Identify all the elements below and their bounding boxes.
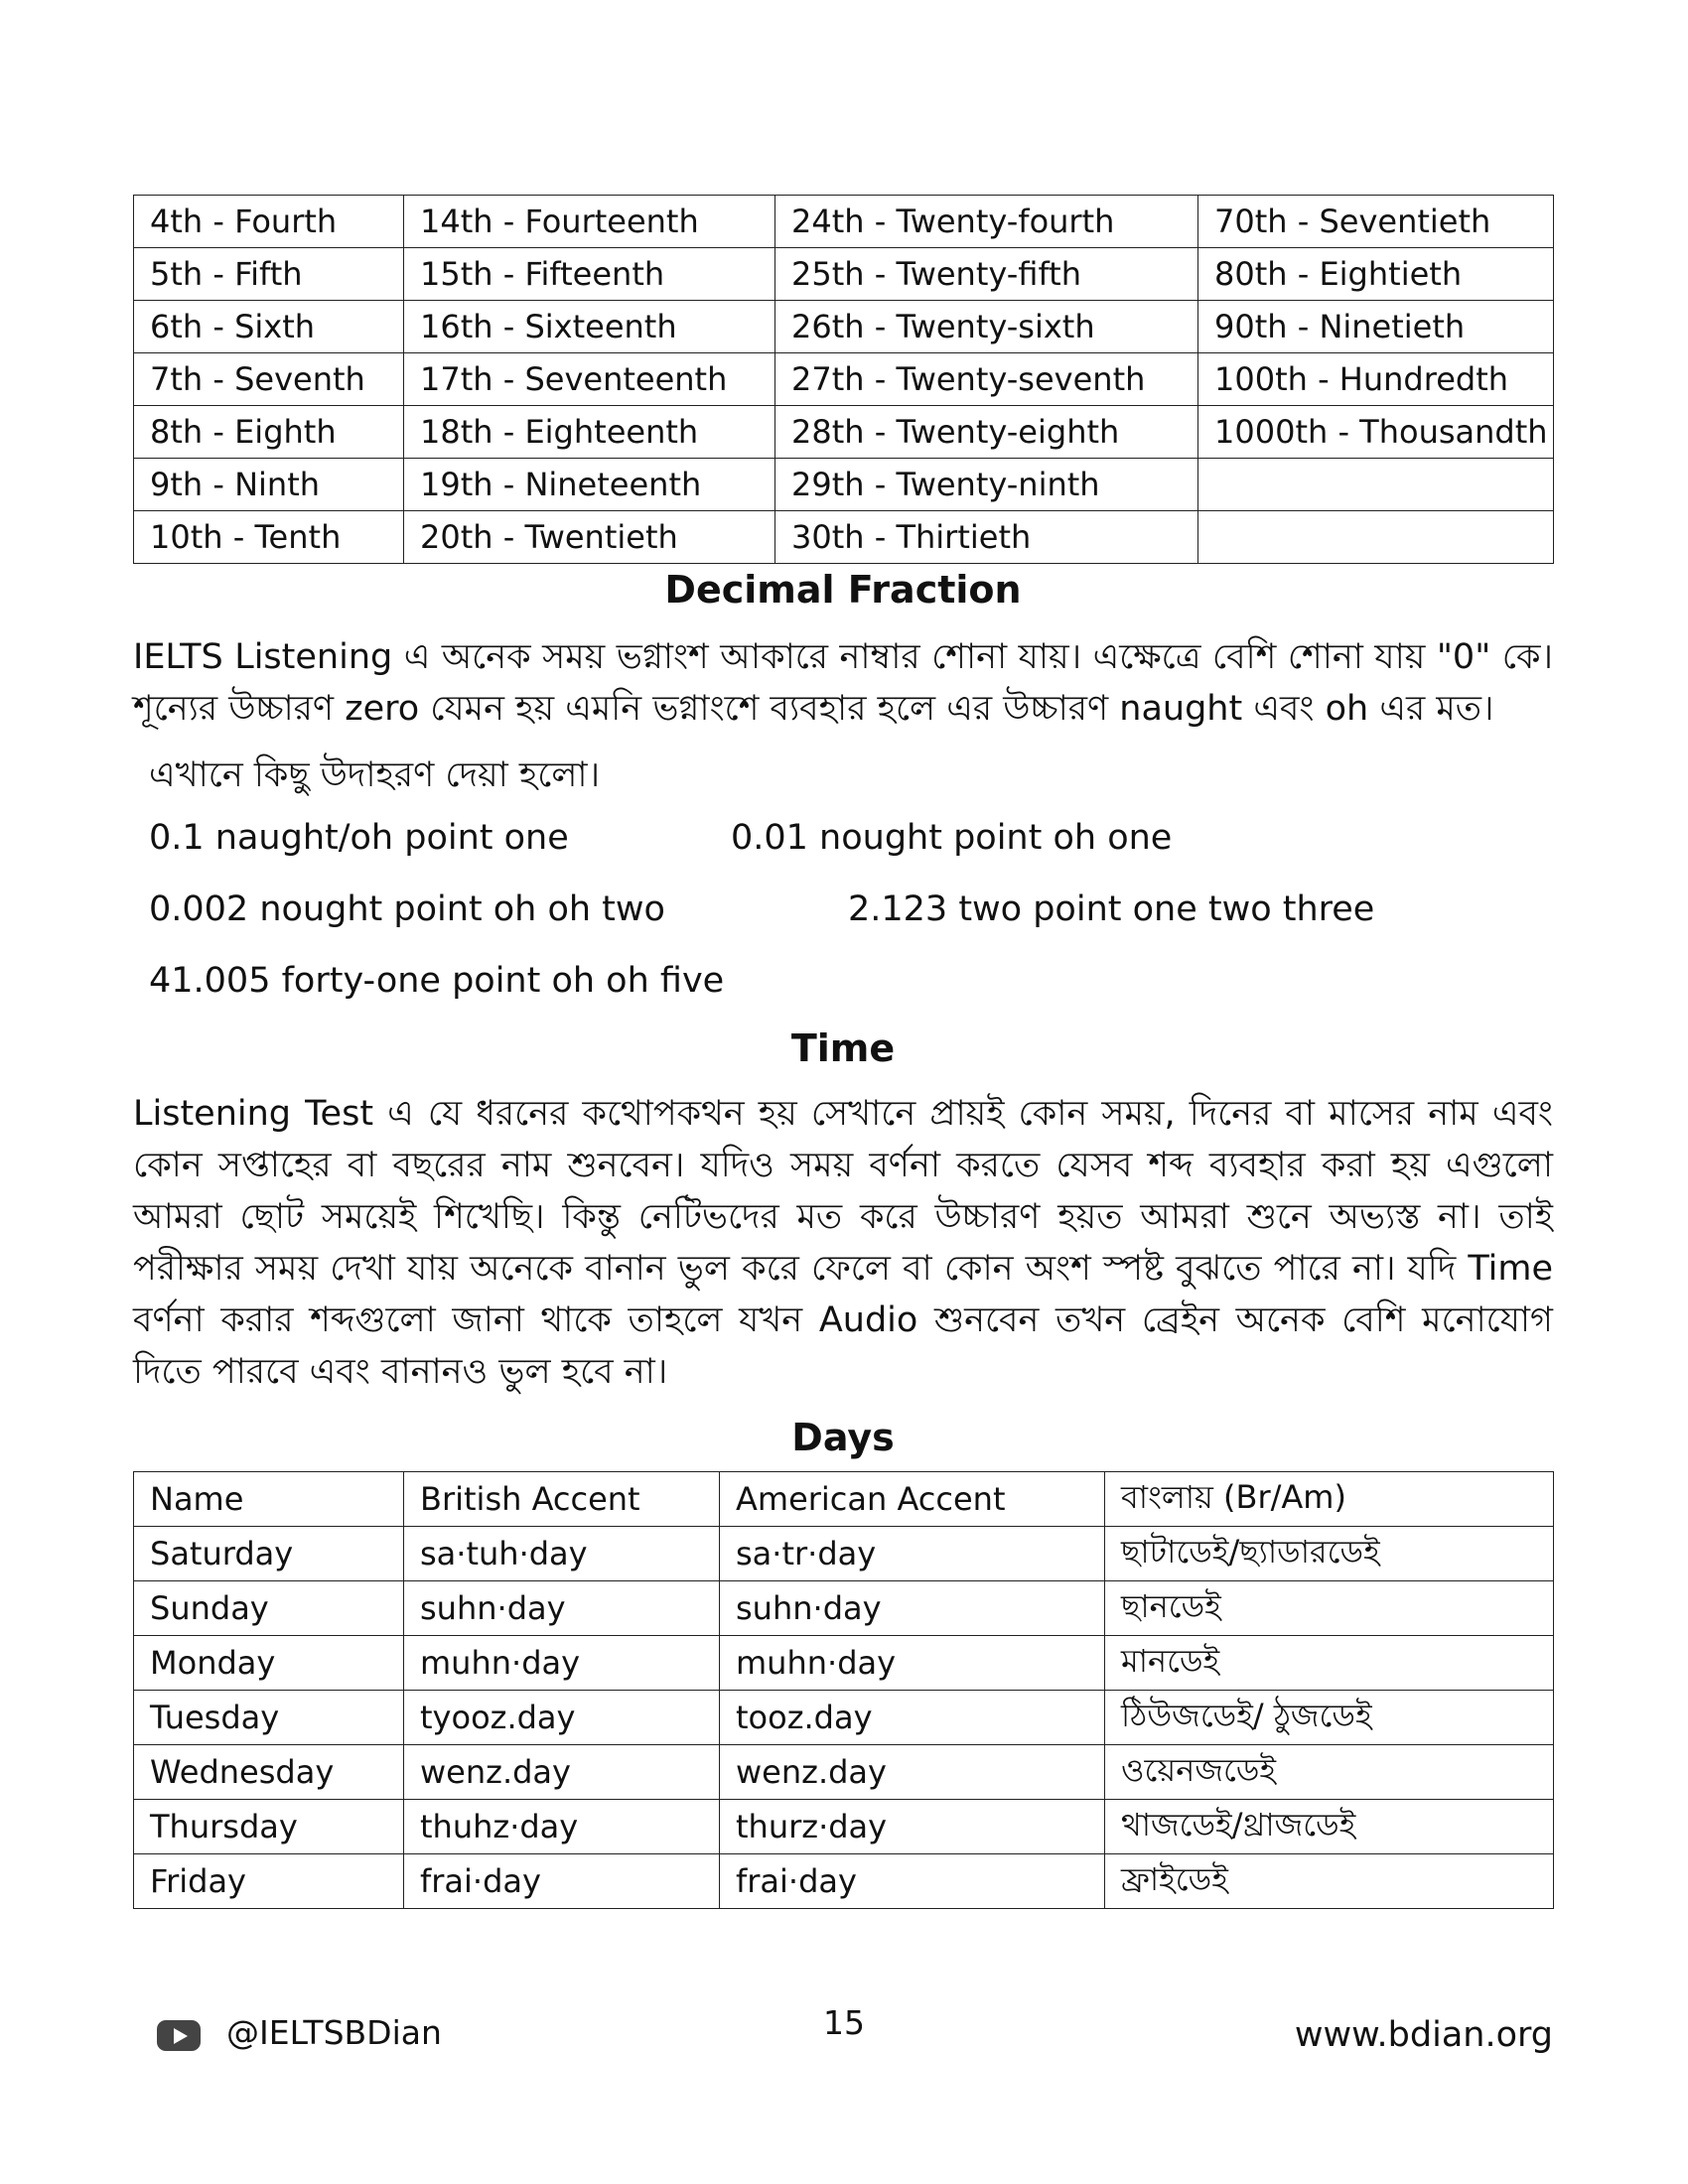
- table-cell: 25th - Twenty-fifth: [775, 248, 1198, 301]
- table-cell: 24th - Twenty-fourth: [775, 196, 1198, 248]
- table-row: [134, 406, 1554, 459]
- days-table: [133, 1471, 1554, 1909]
- table-row: [134, 301, 1554, 353]
- table-cell: Friday: [134, 1854, 404, 1909]
- table-cell: suhn·day: [720, 1581, 1105, 1636]
- table-cell: ফ্রাইডেই: [1105, 1854, 1554, 1909]
- table-cell: 70th - Seventieth: [1198, 196, 1554, 248]
- decimal-examples: [133, 749, 1553, 1017]
- table-cell: 30th - Thirtieth: [775, 511, 1198, 564]
- table-cell: muhn·day: [404, 1636, 720, 1691]
- examples-intro: এখানে কিছু উদাহরণ দেয়া হলো।: [149, 755, 601, 795]
- table-cell: sa·tr·day: [720, 1527, 1105, 1581]
- table-cell: 20th - Twentieth: [404, 511, 775, 564]
- table-cell: tyooz.day: [404, 1691, 720, 1745]
- table-cell: 14th - Fourteenth: [404, 196, 775, 248]
- table-cell: 4th - Fourth: [134, 196, 404, 248]
- table-cell: 80th - Eightieth: [1198, 248, 1554, 301]
- table-cell: 100th - Hundredth: [1198, 353, 1554, 406]
- table-row: [134, 1691, 1554, 1745]
- table-cell: 28th - Twenty-eighth: [775, 406, 1198, 459]
- table-cell: ছানডেই: [1105, 1581, 1554, 1636]
- table-cell: 26th - Twenty-sixth: [775, 301, 1198, 353]
- table-cell: [1198, 511, 1554, 564]
- table-cell: suhn·day: [404, 1581, 720, 1636]
- table-cell: 17th - Seventeenth: [404, 353, 775, 406]
- table-cell: Monday: [134, 1636, 404, 1691]
- example-item: 41.005 forty-one point oh oh five: [149, 961, 725, 1001]
- table-row: [134, 1745, 1554, 1800]
- example-item: 0.01 nought point oh one: [731, 818, 1173, 858]
- time-heading: Time: [790, 1026, 896, 1070]
- time-paragraph: Listening Test এ যে ধরনের কথোপকথন হয় সেখানে প্রায়ই কোন সময়, দিনের বা মাসের নাম এবং কোন সপ্তাহের বা বছরের নাম শুনবেন। যদিও সময় বর্ণনা করতে যেসব শব্দ ব্যবহার করা হয় এগুলো আমরা ছোট সময়েই শিখেছি। কিন্তু নেটিভদের মত করে উচ্চারণ হয়ত আমরা শুনে অভ্যস্ত না। তাই পরীক্ষার সময় দেখা যায় অনেকে বানান ভুল করে ফেলে বা কোন অংশ স্পষ্ট বুঝতে পারে না। যদি Time বর্ণনা করার শব্দগুলো জানা থাকে তাহলে যখন Audio শুনবেন তখন ব্রেইন অনেক বেশি মনোযোগ দিতে পারবে এবং বানানও ভুল হবে না।: [133, 1094, 1553, 1392]
- page-content: [133, 195, 1553, 1909]
- table-cell: 8th - Eighth: [134, 406, 404, 459]
- table-cell: 90th - Ninetieth: [1198, 301, 1554, 353]
- days-heading: Days: [791, 1416, 895, 1459]
- column-header: বাংলায় (Br/Am): [1105, 1472, 1554, 1527]
- table-cell: 15th - Fifteenth: [404, 248, 775, 301]
- table-row: [134, 1581, 1554, 1636]
- table-cell: Tuesday: [134, 1691, 404, 1745]
- example-item: 2.123 two point one two three: [848, 889, 1375, 929]
- table-cell: 1000th - Thousandth: [1198, 406, 1554, 459]
- table-cell: Wednesday: [134, 1745, 404, 1800]
- page-number: 15: [823, 2003, 865, 2042]
- table-cell: ঠিউজডেই/ ঠুজডেই: [1105, 1691, 1554, 1745]
- website-link[interactable]: www.bdian.org: [1294, 2015, 1553, 2055]
- table-cell: 19th - Nineteenth: [404, 459, 775, 511]
- decimal-fraction-heading: Decimal Fraction: [664, 568, 1022, 612]
- table-cell: tooz.day: [720, 1691, 1105, 1745]
- table-row: [134, 353, 1554, 406]
- table-cell: ওয়েনজডেই: [1105, 1745, 1554, 1800]
- decimal-intro-paragraph: IELTS Listening এ অনেক সময় ভগ্নাংশ আকারে নাম্বার শোনা যায়। এক্ষেত্রে বেশি শোনা যায় "0" কে। শূন্যের উচ্চারণ zero যেমন হয় এমনি ভগ্নাংশে ব্যবহার হলে এর উচ্চারণ naught এবং oh এর মত।: [133, 637, 1553, 729]
- table-cell: 10th - Tenth: [134, 511, 404, 564]
- ordinals-table: [133, 195, 1554, 564]
- table-cell: মানডেই: [1105, 1636, 1554, 1691]
- table-cell: থাজডেই/থ্রাজডেই: [1105, 1800, 1554, 1854]
- table-row: [134, 1527, 1554, 1581]
- table-cell: thuhz·day: [404, 1800, 720, 1854]
- table-row: [134, 1800, 1554, 1854]
- table-cell: ছাটাডেই/ছ্যাডারডেই: [1105, 1527, 1554, 1581]
- table-cell: 5th - Fifth: [134, 248, 404, 301]
- table-row: [134, 1854, 1554, 1909]
- table-cell: frai·day: [720, 1854, 1105, 1909]
- table-header-row: [134, 1472, 1554, 1527]
- example-item: 0.1 naught/oh point one: [149, 818, 569, 858]
- example-item: 0.002 nought point oh oh two: [149, 889, 665, 929]
- table-row: [134, 511, 1554, 564]
- table-cell: Thursday: [134, 1800, 404, 1854]
- table-cell: 16th - Sixteenth: [404, 301, 775, 353]
- table-cell: muhn·day: [720, 1636, 1105, 1691]
- column-header: American Accent: [720, 1472, 1105, 1527]
- table-row: [134, 459, 1554, 511]
- table-cell: 29th - Twenty-ninth: [775, 459, 1198, 511]
- table-cell: Saturday: [134, 1527, 404, 1581]
- table-cell: [1198, 459, 1554, 511]
- channel-handle-link[interactable]: @IELTSBDian: [226, 2013, 442, 2052]
- page-footer: [0, 2003, 1688, 2063]
- table-cell: frai·day: [404, 1854, 720, 1909]
- table-cell: sa·tuh·day: [404, 1527, 720, 1581]
- table-row: [134, 1636, 1554, 1691]
- table-cell: 7th - Seventh: [134, 353, 404, 406]
- table-cell: wenz.day: [404, 1745, 720, 1800]
- column-header: British Accent: [404, 1472, 720, 1527]
- table-row: [134, 248, 1554, 301]
- table-cell: Sunday: [134, 1581, 404, 1636]
- column-header: Name: [134, 1472, 404, 1527]
- table-cell: 6th - Sixth: [134, 301, 404, 353]
- table-cell: thurz·day: [720, 1800, 1105, 1854]
- table-cell: 18th - Eighteenth: [404, 406, 775, 459]
- table-cell: 9th - Ninth: [134, 459, 404, 511]
- table-cell: wenz.day: [720, 1745, 1105, 1800]
- table-row: [134, 196, 1554, 248]
- table-cell: 27th - Twenty-seventh: [775, 353, 1198, 406]
